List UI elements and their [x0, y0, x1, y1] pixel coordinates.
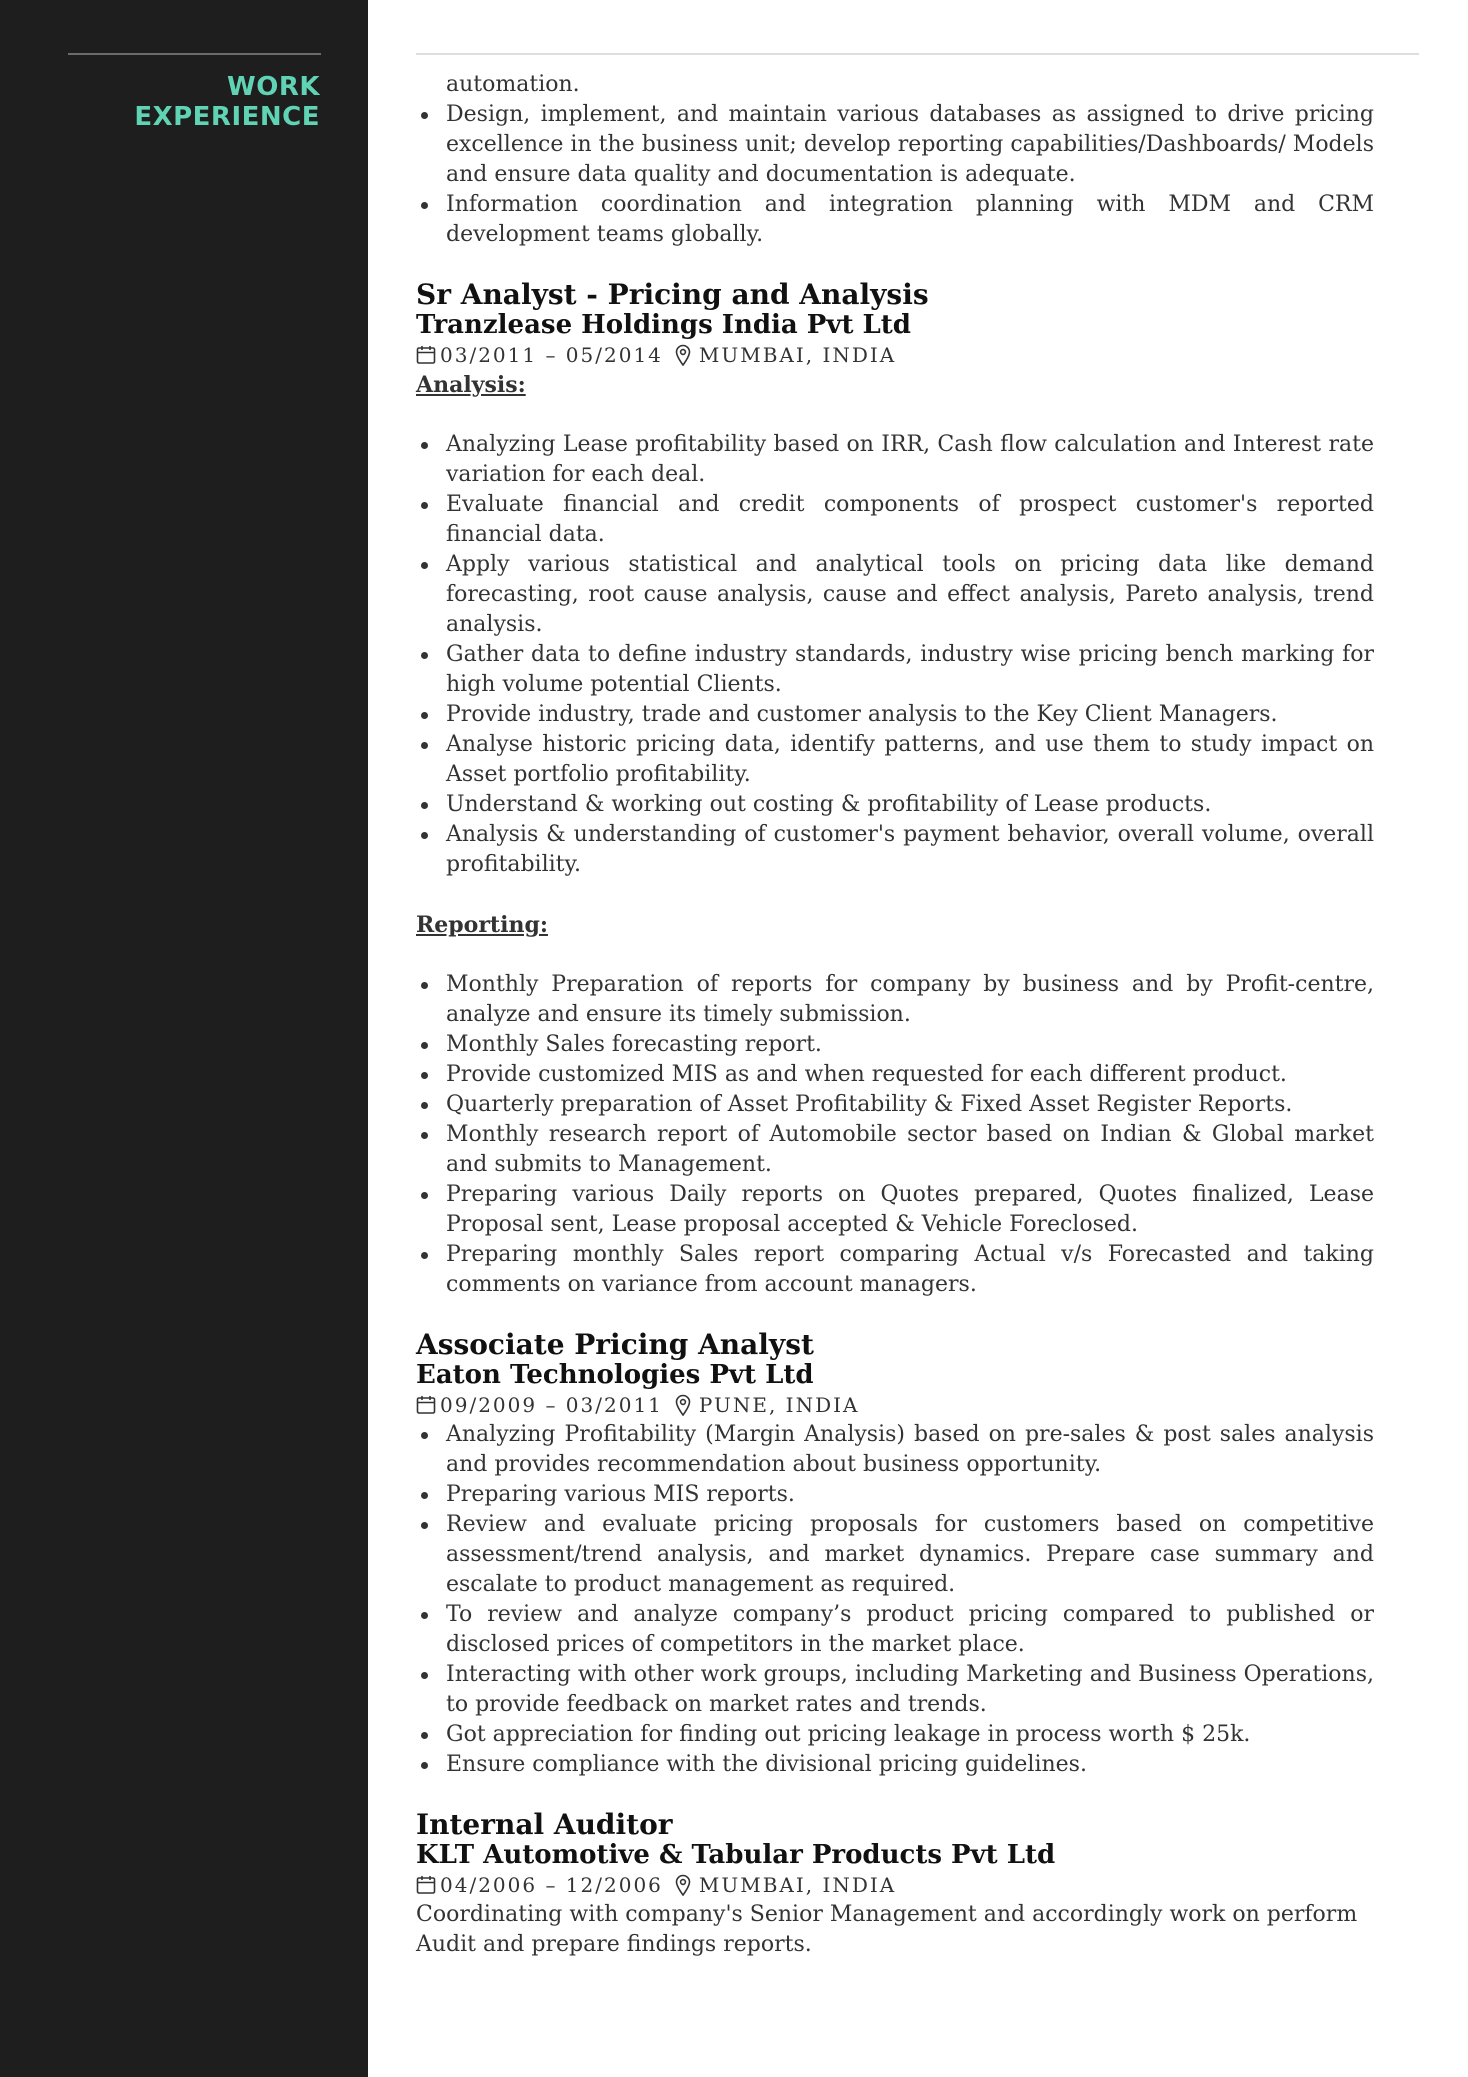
job-location: PUNE, INDIA: [698, 1393, 860, 1417]
list-item: Analysis & understanding of customer's payment behavior, overall volume, overall profitability.: [446, 820, 1374, 880]
section-title: [68, 72, 320, 132]
list-item: To review and analyze company’s product pricing compared to published or disclosed prices of competitors in the market place.: [446, 1600, 1374, 1660]
company-name: KLT Automotive & Tabular Products Pvt Ltd: [416, 1840, 1056, 1870]
list-item: Got appreciation for finding out pricing leakage in process worth $ 25k.: [446, 1720, 1374, 1750]
list-item: Interacting with other work groups, including Marketing and Business Operations, to provide feedback on market rates and trends.: [446, 1660, 1374, 1720]
job-entry: [416, 1810, 1374, 1960]
list-item: Evaluate financial and credit components of prospect customer's reported financial data.: [446, 490, 1374, 550]
list-item: Quarterly preparation of Asset Profitability & Fixed Asset Register Reports.: [446, 1090, 1374, 1120]
sidebar: [0, 0, 368, 2077]
analysis-subheading: Analysis:: [416, 372, 526, 398]
calendar-icon: [416, 1875, 436, 1895]
calendar-icon: [416, 345, 436, 365]
section-title-line-1: WORK: [227, 72, 320, 102]
list-item: Preparing monthly Sales report comparing Actual v/s Forecasted and taking comments on variance from account managers.: [446, 1240, 1374, 1300]
map-pin-icon: [675, 1394, 691, 1416]
company-name: Tranzlease Holdings India Pvt Ltd: [416, 310, 911, 340]
list-item: Review and evaluate pricing proposals for customers based on competitive assessment/trend analysis, and market dynamics. Prepare case summary and escalate to product management as required.: [446, 1510, 1374, 1600]
continued-bullet-list: [416, 100, 1374, 250]
section-title-line-2: EXPERIENCE: [134, 102, 320, 132]
job-location: MUMBAI, INDIA: [698, 343, 897, 367]
job-entry: [416, 280, 1374, 1300]
list-item: Preparing various MIS reports.: [446, 1480, 1374, 1510]
list-item: Understand & working out costing & profitability of Lease products.: [446, 790, 1374, 820]
list-item: Ensure compliance with the divisional pricing guidelines.: [446, 1750, 1374, 1780]
list-item: Provide industry, trade and customer analysis to the Key Client Managers.: [446, 700, 1374, 730]
job-dates: 09/2009 – 03/2011: [440, 1393, 663, 1417]
job-location: MUMBAI, INDIA: [698, 1873, 897, 1897]
reporting-bullet-list: [416, 970, 1374, 1300]
main-divider: [416, 53, 1419, 55]
sidebar-divider: [68, 53, 321, 55]
job-title: Internal Auditor: [416, 1808, 673, 1841]
list-item: Analyzing Profitability (Margin Analysis) based on pre-sales & post sales analysis and provides recommendation about business opportunity.: [446, 1420, 1374, 1480]
job-title: Sr Analyst - Pricing and Analysis: [416, 278, 929, 311]
map-pin-icon: [675, 344, 691, 366]
list-item: Analyse historic pricing data, identify patterns, and use them to study impact on Asset portfolio profitability.: [446, 730, 1374, 790]
job-meta: [416, 1390, 1374, 1420]
analysis-bullet-list: [416, 430, 1374, 880]
job-meta: [416, 1870, 1374, 1900]
list-item: Provide customized MIS as and when requested for each different product.: [446, 1060, 1374, 1090]
list-item: Monthly Preparation of reports for company by business and by Profit-centre, analyze and ensure its timely submission.: [446, 970, 1374, 1030]
job-dates: 03/2011 – 05/2014: [440, 343, 663, 367]
continued-text: automation.: [446, 72, 580, 97]
list-item: Analyzing Lease profitability based on IRR, Cash flow calculation and Interest rate variation for each deal.: [446, 430, 1374, 490]
job-entry: [416, 1330, 1374, 1780]
job-meta: [416, 340, 1374, 370]
list-item: Monthly research report of Automobile sector based on Indian & Global market and submits to Management.: [446, 1120, 1374, 1180]
list-item: Preparing various Daily reports on Quotes prepared, Quotes finalized, Lease Proposal sent, Lease proposal accepted & Vehicle Foreclosed.: [446, 1180, 1374, 1240]
map-pin-icon: [675, 1874, 691, 1896]
work-experience-content: [416, 70, 1374, 1960]
calendar-icon: [416, 1395, 436, 1415]
company-name: Eaton Technologies Pvt Ltd: [416, 1360, 814, 1390]
job-description: Coordinating with company's Senior Management and accordingly work on perform Audit and prepare findings reports.: [416, 1902, 1358, 1957]
list-item: Apply various statistical and analytical tools on pricing data like demand forecasting, root cause analysis, cause and effect analysis, Pareto analysis, trend analysis.: [446, 550, 1374, 640]
job-dates: 04/2006 – 12/2006: [440, 1873, 663, 1897]
job-bullet-list: [416, 1420, 1374, 1780]
list-item: Gather data to define industry standards, industry wise pricing bench marking for high volume potential Clients.: [446, 640, 1374, 700]
reporting-subheading: Reporting:: [416, 912, 548, 938]
list-item: Monthly Sales forecasting report.: [446, 1030, 1374, 1060]
job-title: Associate Pricing Analyst: [416, 1328, 814, 1361]
list-item: Design, implement, and maintain various databases as assigned to drive pricing excellence in the business unit; develop reporting capabilities/Dashboards/ Models and ensure data quality and documentation is adequate.: [446, 100, 1374, 190]
list-item: Information coordination and integration planning with MDM and CRM development teams globally.: [446, 190, 1374, 250]
